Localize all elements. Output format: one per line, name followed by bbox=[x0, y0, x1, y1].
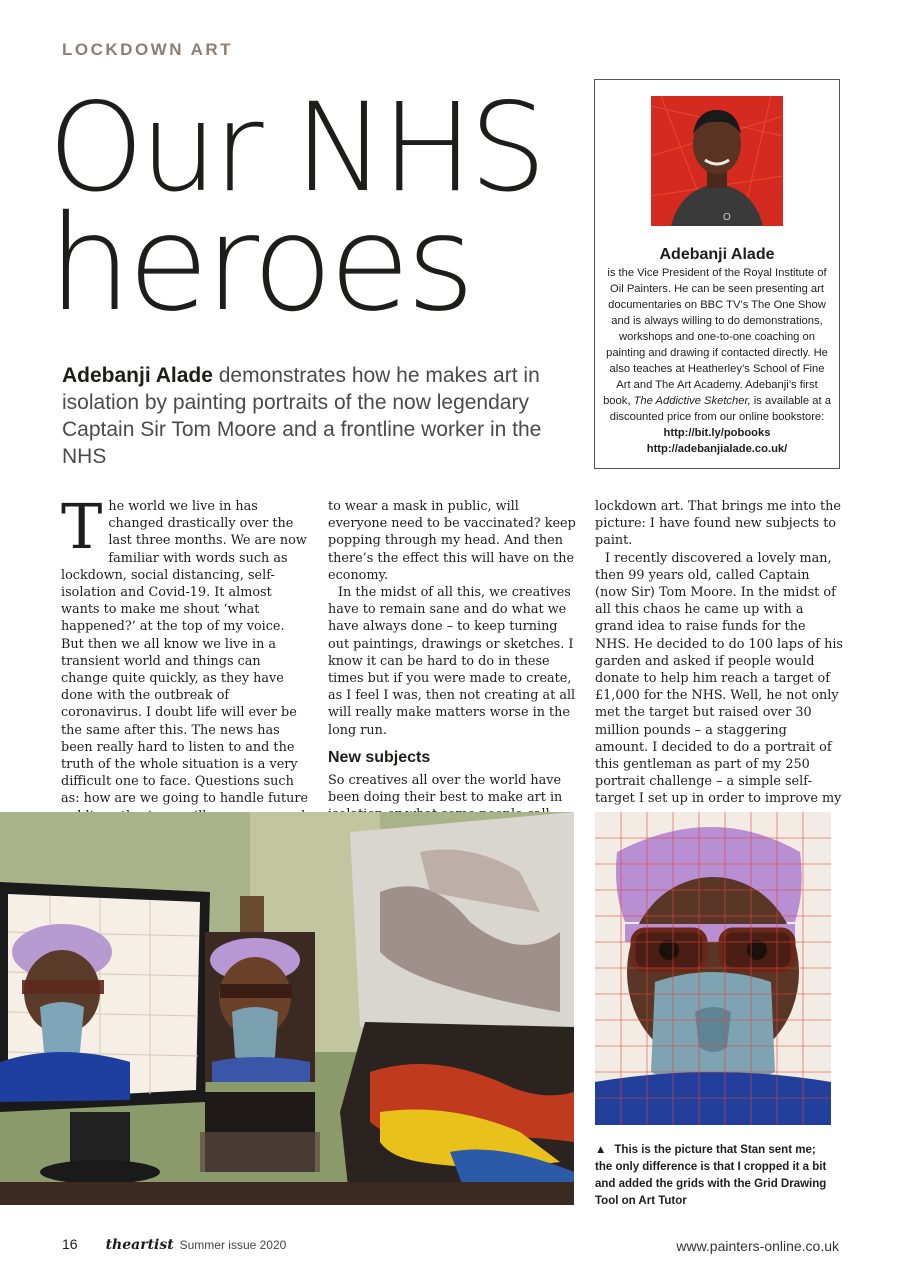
issue-label: Summer issue 2020 bbox=[179, 1238, 287, 1252]
body-paragraph-1-cont: to wear a mask in public, will everyone need to be vaccinated? keep popping through my head. And then there’s the effect this will have on the economy. bbox=[328, 499, 576, 583]
page-number: 16 bbox=[62, 1236, 78, 1252]
bio-name: Adebanji Alade bbox=[659, 246, 775, 263]
body-paragraph-4: I recently discovered a lovely man, then 99 years old, called Captain (now Sir) Tom Moore. In the midst of all this chaos he came up with a grand idea to raise funds for the NHS. He decided to do 100 laps of his garden and asked if people would donate to help him reach a target of £1,000 for the NHS. Well, he not only met the target but raised over 30 million pounds – a staggering amount. I decided to do a portrait of this gentleman as part of my 250 portrait challenge – a simple self-target I set up in order to improve my bbox=[595, 550, 843, 807]
body-paragraph-1: he world we live in has changed drastically over the last three months. We are now familiar with words such as lockdown, social distancing, self-isolation and Covid-19. It almost wants to make me shout ‘what happened?’ at the top of my voice. But then we all know we live in a transient world and things can change quite quickly, as they have done with the outbreak of coronavirus. I doubt life will ever be the same after this. The news has been really hard to listen to and the truth of the whole situation is a very difficult one to face. Questions such as: how are we going to handle future bbox=[61, 499, 309, 807]
body-column-1 bbox=[61, 490, 309, 825]
standfirst-author: Adebanji Alade bbox=[62, 364, 213, 387]
svg-text:O: O bbox=[723, 212, 731, 223]
studio-photo bbox=[0, 812, 574, 1205]
magazine-logo: theartist bbox=[105, 1237, 174, 1253]
title-line-2: heroes bbox=[48, 187, 471, 341]
author-bio-box bbox=[594, 79, 840, 469]
section-kicker: LOCKDOWN ART bbox=[62, 40, 234, 59]
author-photo bbox=[651, 96, 783, 226]
bookstore-link[interactable]: http://bit.ly/pobooks bbox=[663, 427, 771, 439]
title-line-1: Our NHS bbox=[48, 77, 543, 219]
caption-triangle-icon: ▲ bbox=[595, 1144, 607, 1156]
article-title bbox=[48, 77, 543, 341]
body-column-3 bbox=[595, 498, 843, 808]
footer-left bbox=[62, 1236, 286, 1253]
standfirst bbox=[62, 362, 562, 470]
footer-url[interactable]: www.painters-online.co.uk bbox=[676, 1238, 839, 1254]
caption-text: This is the picture that Stan sent me; the only difference is that I cropped it a bit and added the grids with the Grid Drawing Tool on Art Tutor bbox=[595, 1144, 827, 1207]
body-paragraph-3: So creatives all over the world have been doing their best to make art in bbox=[328, 773, 563, 806]
photo-caption bbox=[595, 1142, 835, 1210]
book-title: The Addictive Sketcher, bbox=[633, 395, 751, 407]
subhead-new-subjects: New subjects bbox=[328, 748, 431, 766]
reference-portrait-photo bbox=[595, 812, 831, 1125]
website-link[interactable]: http://adebanjialade.co.uk/ bbox=[646, 443, 788, 455]
body-paragraph-3-cont: lockdown art. That brings me into the picture: I have found new subjects to paint. bbox=[595, 499, 841, 549]
standfirst-text: demonstrates how he makes art in isolation by painting portraits of the now legendary Captain Sir Tom Moore and a frontline worker in the NHS bbox=[62, 364, 542, 468]
body-column-2 bbox=[328, 498, 576, 824]
body-paragraph-2: In the midst of all this, we creatives have to remain sane and do what we have always done – to keep turning out paintings, drawings or sketches. I know it can be hard to do in these times but if you were made to create, as I feel I was, then not creating at all will really make matters worse in the long run. bbox=[328, 585, 576, 738]
bio-text: is the Vice President of the Royal Institute of Oil Painters. He can be seen presenting art documentaries on BBC TV’s The One Show and is always willing to do demonstrations, workshops and one-to-one coaching on painting and drawing if contacted directly. He also teaches at Heatherley’s School of Fine Art and The Art Academy. Adebanji’s first book, The Addictive Sketcher, is available at a discounted price from our online bookstore: http://bit.ly/pobooks http://adebanjialade.co.uk/ bbox=[603, 267, 831, 455]
drop-cap: T bbox=[61, 490, 103, 563]
